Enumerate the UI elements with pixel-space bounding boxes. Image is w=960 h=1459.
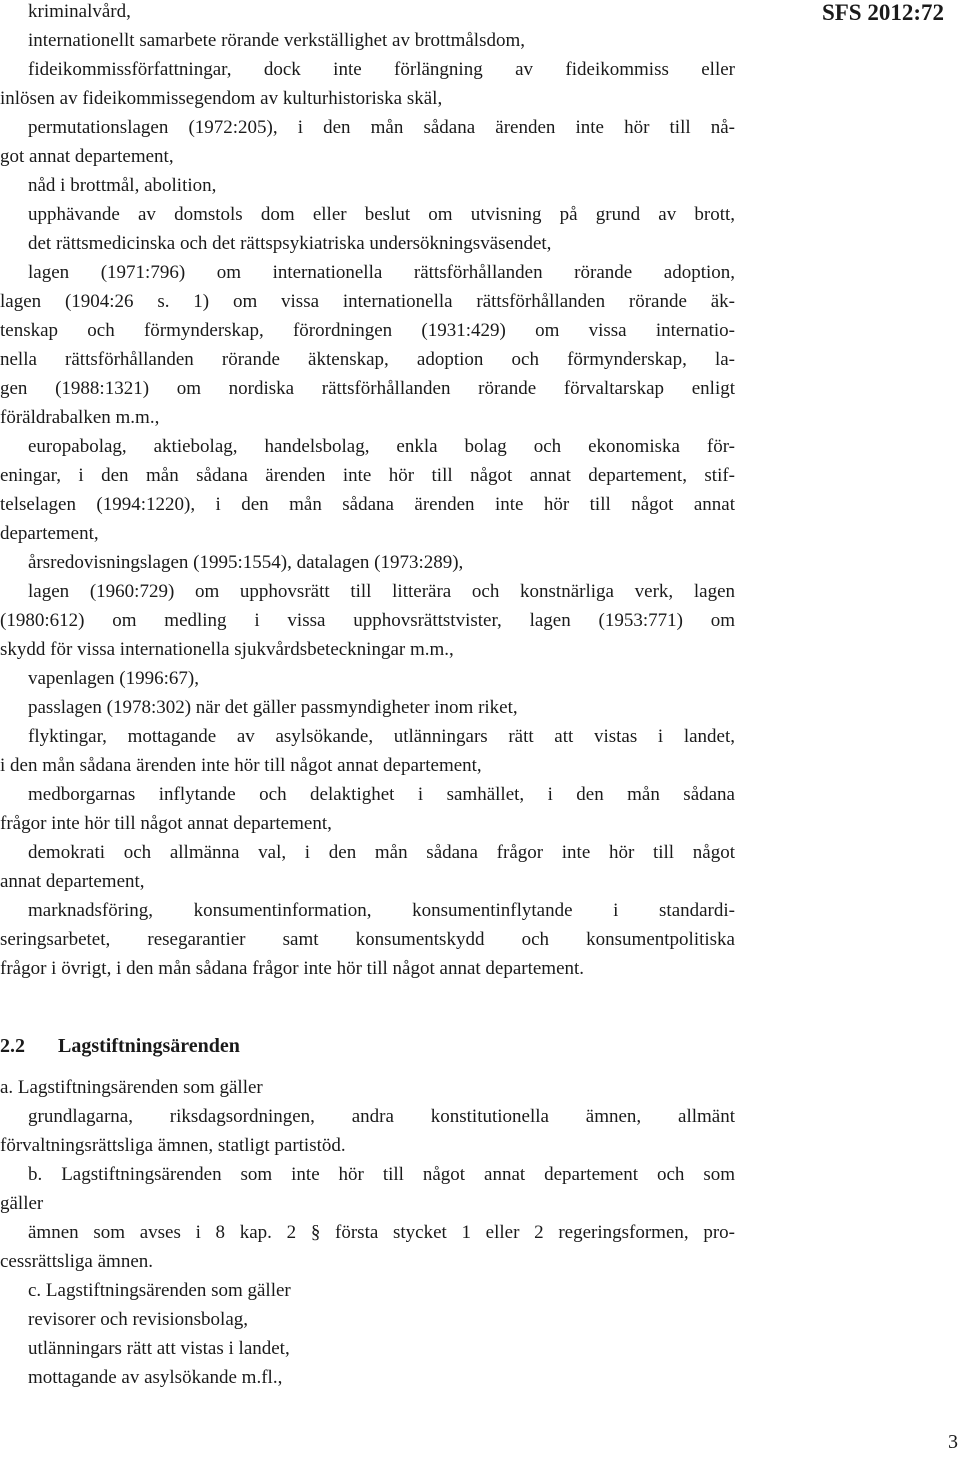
text-line: utlänningars rätt att vistas i landet, [28,1338,290,1359]
text-line: gäller [0,1193,44,1214]
text-line: telselagen (1994:1220), i den mån sådana ärenden inte hör till något annat [0,494,735,515]
list-item-heading: b. Lagstiftningsärenden som inte hör till något annat departement och som [28,1164,735,1185]
text-line: förvaltningsrättsliga ämnen, statligt partistöd. [0,1135,346,1156]
text-line: lagen (1971:796) om internationella rättsförhållanden rörande adoption, [28,262,735,283]
text-line: det rättsmedicinska och det rättspsykiatriska undersökningsväsendet, [28,233,552,254]
text-line: departement, [0,523,99,544]
text-line: medborgarnas inflytande och delaktighet i samhället, i den mån sådana [28,784,735,805]
text-line: revisorer och revisionsbolag, [28,1309,249,1330]
text-line: demokrati och allmänna val, i den mån sådana frågor inte hör till något [28,842,735,863]
text-line: fideikommissförfattningar, dock inte förlängning av fideikommiss eller [28,59,735,80]
text-line: frågor i övrigt, i den mån sådana frågor inte hör till något annat departement. [0,958,585,979]
text-line: vapenlagen (1996:67), [28,668,199,689]
section-number: 2.2 [0,1035,25,1057]
list-item-heading: a. Lagstiftningsärenden som gäller [0,1077,263,1098]
text-line: (1980:612) om medling i vissa upphovsrättstvister, lagen (1953:771) om [0,610,735,631]
text-line: ämnen som avses i 8 kap. 2 § första stycket 1 eller 2 regeringsformen, pro- [28,1222,735,1243]
text-line: eningar, i den mån sådana ärenden inte hör till något annat departement, stif- [0,465,735,486]
text-line: nåd i brottmål, abolition, [28,175,217,196]
text-line: årsredovisningslagen (1995:1554), datalagen (1973:289), [28,552,464,573]
text-line: flyktingar, mottagande av asylsökande, utlänningars rätt att vistas i landet, [28,726,735,747]
text-line: skydd för vissa internationella sjukvårdsbeteckningar m.m., [0,639,454,660]
text-line: föräldrabalken m.m., [0,407,160,428]
text-line: inlösen av fideikommissegendom av kulturhistoriska skäl, [0,88,443,109]
text-line: passlagen (1978:302) när det gäller passmyndigheter inom riket, [28,697,518,718]
text-line: nella rättsförhållanden rörande äktenskap, adoption och förmynderskap, la- [0,349,735,370]
text-line: i den mån sådana ärenden inte hör till något annat departement, [0,755,482,776]
text-line: grundlagarna, riksdagsordningen, andra konstitutionella ämnen, allmänt [28,1106,735,1127]
text-line: frågor inte hör till något annat departement, [0,813,332,834]
text-line: seringsarbetet, resegarantier samt konsumentskydd och konsumentpolitiska [0,929,735,950]
text-line: upphävande av domstols dom eller beslut om utvisning på grund av brott, [28,204,735,225]
text-line: kriminalvård, [28,1,131,22]
text-line: internationellt samarbete rörande verkställighet av brottmålsdom, [28,30,526,51]
text-line: annat departement, [0,871,145,892]
sfs-number: SFS 2012:72 [821,0,944,25]
text-line: gen (1988:1321) om nordiska rättsförhållanden rörande förvaltarskap enligt [0,378,735,399]
list-item-heading: c. Lagstiftningsärenden som gäller [28,1280,291,1301]
section-title: Lagstiftningsärenden [58,1035,240,1057]
page-number: 3 [948,1431,958,1453]
text-line: marknadsföring, konsumentinformation, konsumentinflytande i standardi- [28,900,735,921]
text-line: cessrättsliga ämnen. [0,1251,154,1272]
text-line: permutationslagen (1972:205), i den mån sådana ärenden inte hör till nå- [28,117,735,138]
text-line: tenskap och förmynderskap, förordningen (1931:429) om vissa internatio- [0,320,735,341]
text-line: lagen (1960:729) om upphovsrätt till litterära och konstnärliga verk, lagen [28,581,735,602]
text-line: europabolag, aktiebolag, handelsbolag, enkla bolag och ekonomiska för- [28,436,735,457]
section-heading [0,1032,240,1060]
text-line: got annat departement, [0,146,174,167]
text-line: mottagande av asylsökande m.fl., [28,1367,283,1388]
text-line: lagen (1904:26 s. 1) om vissa internationella rättsförhållanden rörande äk- [0,291,735,312]
